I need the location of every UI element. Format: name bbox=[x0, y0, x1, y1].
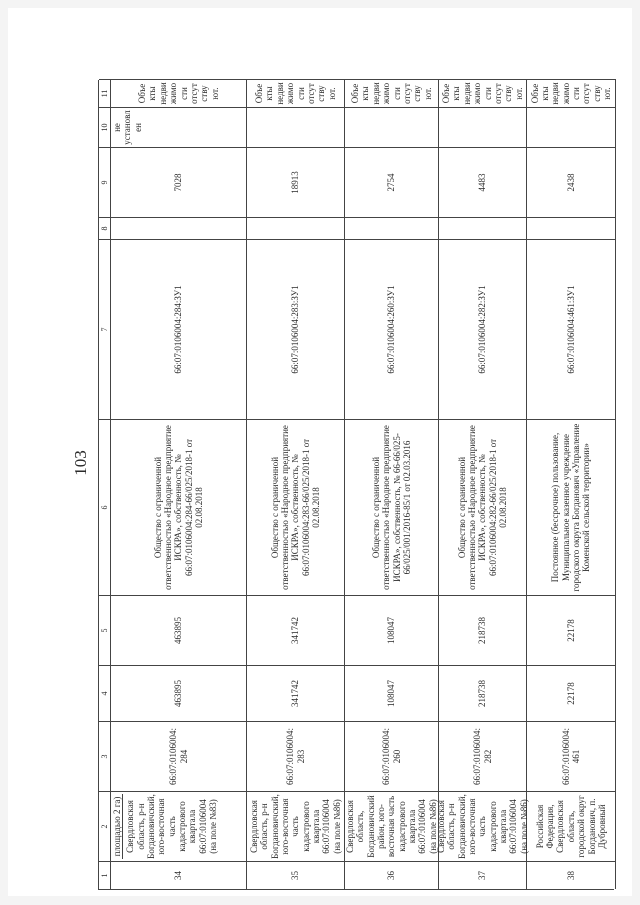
address-text: Свердловская область, р-н Богдановичский, юго-восточная часть кадастрового квартала 66:07:0106004 (на поле №86) bbox=[247, 791, 345, 861]
column-number: 10 bbox=[99, 107, 111, 147]
col9-value: 4483 bbox=[439, 147, 527, 217]
address-text: Свердловская область, р-н Богдановичский, юго-восточная часть кадастрового квартала 66:07:0106004 (на поле №83) bbox=[125, 794, 219, 859]
column-number: 5 bbox=[99, 595, 111, 665]
cadastral-number: 66:07:0106004: 283 bbox=[247, 721, 345, 791]
objects-note: Объекты недвижимости отсутствуют. bbox=[111, 79, 247, 107]
column-number: 6 bbox=[99, 419, 111, 595]
column-number: 8 bbox=[99, 217, 111, 239]
objects-note: Объекты недвижимости отсутствуют. bbox=[345, 79, 439, 107]
cadastral-number: 66:07:0106004: 260 bbox=[345, 721, 439, 791]
cadastral-number: 66:07:0106004: 284 bbox=[111, 721, 247, 791]
address-text: Свердловская область, Богдановичский район, юго-восточная часть кадастрового квартала 66:07:0106004 (на поле №86) bbox=[345, 791, 439, 861]
area-value: 463895 bbox=[111, 665, 247, 721]
area-value: 341742 bbox=[247, 595, 345, 665]
right-holder: Общество с ограниченной ответственностью «Народное предприятие ИСКРА», собственность, № 66-66/025-66/025/001/2016-85/1 от 02.03.2016 bbox=[345, 419, 439, 595]
column-number: 11 bbox=[99, 79, 111, 107]
column-number: 9 bbox=[99, 147, 111, 217]
area-value: 218738 bbox=[439, 665, 527, 721]
parcel-id: 66:07:0106004:284:ЗУ1 bbox=[111, 239, 247, 419]
col9-value: 2438 bbox=[527, 147, 616, 217]
col9-value: 2754 bbox=[345, 147, 439, 217]
col8-value bbox=[111, 217, 247, 239]
col9-value: 18913 bbox=[247, 147, 345, 217]
cadastral-number: 66:07:0106004: 282 bbox=[439, 721, 527, 791]
column-number: 3 bbox=[99, 721, 111, 791]
column-number: 4 bbox=[99, 665, 111, 721]
column-number: 7 bbox=[99, 239, 111, 419]
parcel-id: 66:07:0106004:461:ЗУ1 bbox=[527, 239, 616, 419]
col10-value bbox=[527, 107, 616, 147]
objects-note: Объекты недвижимости отсутствуют. bbox=[439, 79, 527, 107]
parcel-id: 66:07:0106004:260:ЗУ1 bbox=[345, 239, 439, 419]
address-cell bbox=[111, 791, 247, 861]
objects-note: Объекты недвижимости отсутствуют. bbox=[247, 79, 345, 107]
row-number: 34 bbox=[111, 861, 247, 889]
col10-value: не установлен bbox=[111, 107, 247, 147]
address-text: Свердловская область, р-н Богдановичский, юго-восточная часть кадастрового квартала 66:07:0106004 (на поле №86) bbox=[439, 791, 527, 861]
right-holder: Общество с ограниченной ответственностью «Народное предприятие ИСКРА», собственность, № 66:07:0106004:284-66/025/2018-1 от 02.08.2018 bbox=[111, 419, 247, 595]
row-number: 37 bbox=[439, 861, 527, 889]
area-value: 108047 bbox=[345, 665, 439, 721]
col8-value bbox=[247, 217, 345, 239]
area-value: 22178 bbox=[527, 595, 616, 665]
address-prefix: площадью 2 га) bbox=[112, 794, 123, 859]
objects-note: Объекты недвижимости отсутствуют. bbox=[527, 79, 616, 107]
row-number: 36 bbox=[345, 861, 439, 889]
col8-value bbox=[439, 217, 527, 239]
cadastral-number: 66:07:0106004: 461 bbox=[527, 721, 616, 791]
area-value: 341742 bbox=[247, 665, 345, 721]
document-page bbox=[8, 8, 632, 896]
column-number: 2 bbox=[99, 791, 111, 861]
right-holder: Общество с ограниченной ответственностью «Народное предприятие ИСКРА», собственность, № 66:07:0106004:283-66/025/2018-1 от 02.08.2018 bbox=[247, 419, 345, 595]
right-holder: Постоянное (бессрочное) пользование, Муниципальное казенное учреждение городского округа Богданович «Управление Коменской сельской территории» bbox=[527, 419, 616, 595]
col8-value bbox=[527, 217, 616, 239]
area-value: 108047 bbox=[345, 595, 439, 665]
col9-value: 7028 bbox=[111, 147, 247, 217]
page-number: 103 bbox=[71, 450, 90, 476]
col10-value bbox=[439, 107, 527, 147]
row-number: 35 bbox=[247, 861, 345, 889]
col8-value bbox=[345, 217, 439, 239]
address-text: Российская Федерация, Свердловская область, городской округ Богданович, п. Дубровный bbox=[527, 791, 616, 861]
land-plot-table bbox=[98, 80, 614, 890]
right-holder: Общество с ограниченной ответственностью «Народное предприятие ИСКРА», собственность, № 66:07:0106004:282-66/025/2018-1 от 02.08.2018 bbox=[439, 419, 527, 595]
area-value: 463895 bbox=[111, 595, 247, 665]
col10-value bbox=[345, 107, 439, 147]
column-number: 1 bbox=[99, 861, 111, 889]
area-value: 22178 bbox=[527, 665, 616, 721]
parcel-id: 66:07:0106004:283:ЗУ1 bbox=[247, 239, 345, 419]
area-value: 218738 bbox=[439, 595, 527, 665]
parcel-id: 66:07:0106004:282:ЗУ1 bbox=[439, 239, 527, 419]
row-number: 38 bbox=[527, 861, 616, 889]
col10-value bbox=[247, 107, 345, 147]
